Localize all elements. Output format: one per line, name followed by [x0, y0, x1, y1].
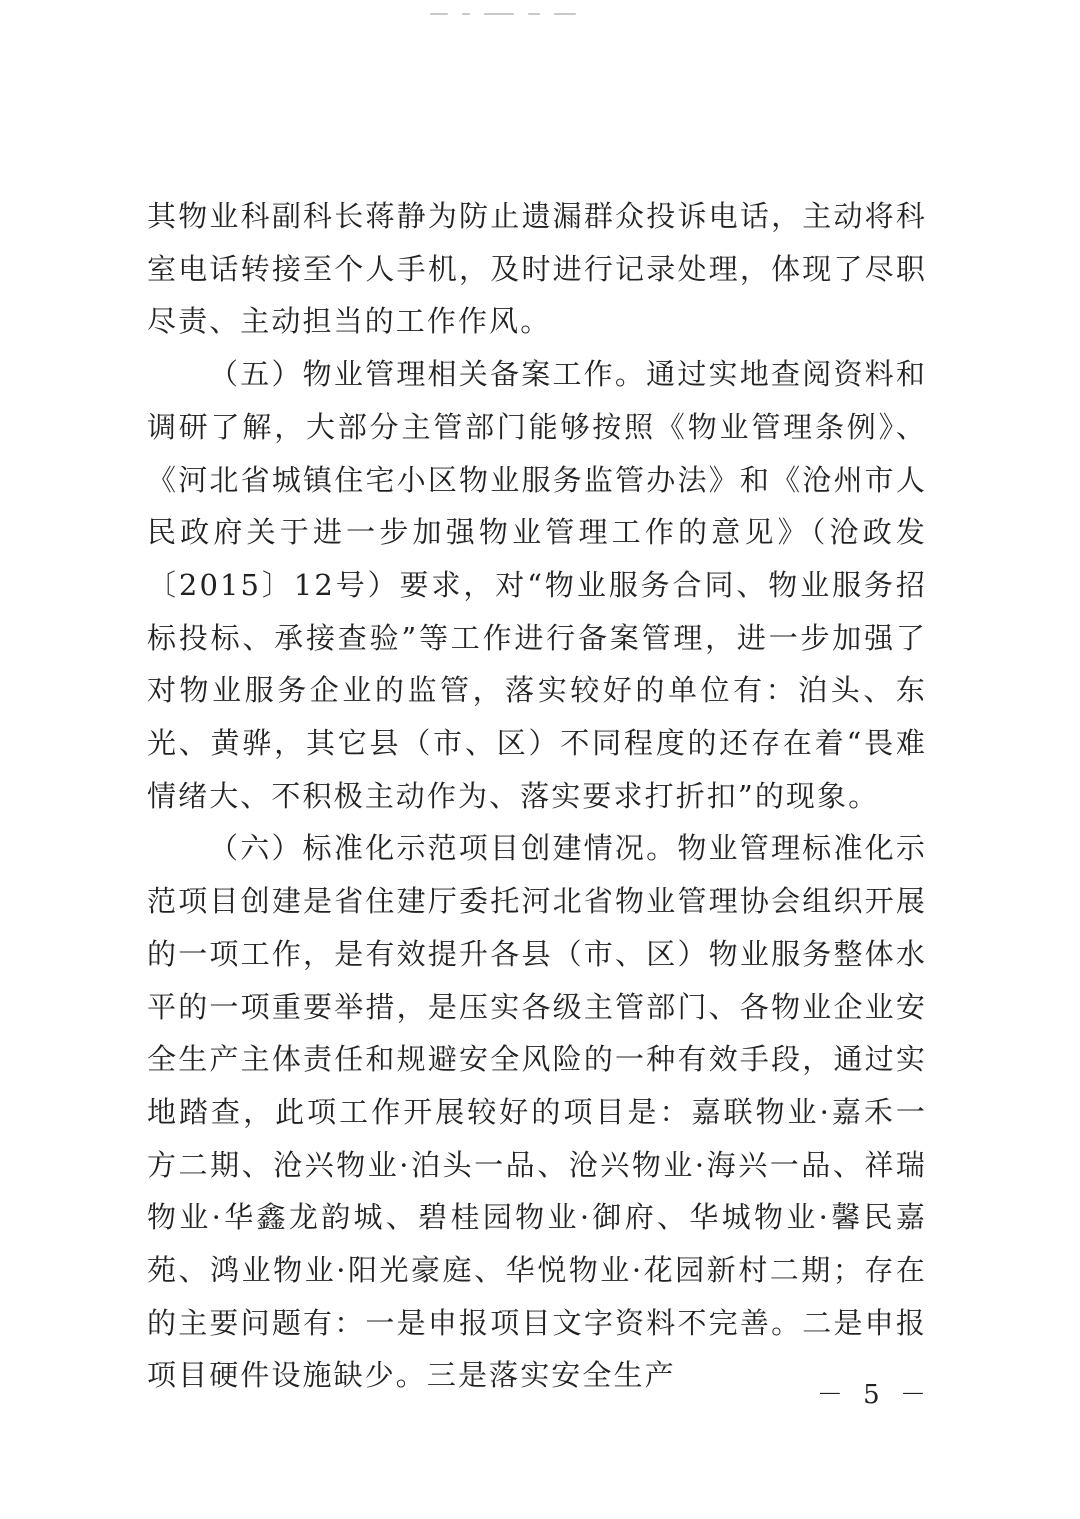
page-number: － 5 － — [816, 1380, 932, 1410]
paragraph-continuation: 其物业科副科长蒋静为防止遗漏群众投诉电话，主动将科室电话转接至个人手机，及时进行记录处理，体现了尽职尽责、主动担当的工作作风。 — [147, 199, 927, 339]
scan-artifact — [430, 8, 640, 20]
document-body — [147, 190, 927, 1402]
paragraph-section-six: （六）标准化示范项目创建情况。物业管理标准化示范项目创建是省住建厅委托河北省物业管理协会组织开展的一项工作，是有效提升各县（市、区）物业服务整体水平的一项重要举措，是压实各级主管部门、各物业企业安全生产主体责任和规避安全风险的一种有效手段，通过实地踏查，此项工作开展较好的项目是：嘉联物业·嘉禾一方二期、沧兴物业·泊头一品、沧兴物业·海兴一品、祥瑞物业·华鑫龙韵城、碧桂园物业·御府、华城物业·馨民嘉苑、鸿业物业·阳光豪庭、华悦物业·花园新村二期；存在的主要问题有：一是申报项目文字资料不完善。二是申报项目硬件设施缺少。三是落实安全生产 — [147, 831, 927, 1393]
paragraph-section-five: （五）物业管理相关备案工作。通过实地查阅资料和调研了解，大部分主管部门能够按照《物业管理条例》、《河北省城镇住宅小区物业服务监管办法》和《沧州市人民政府关于进一步加强物业管理工作的意见》（沧政发〔2015〕12号）要求，对“物业服务合同、物业服务招标投标、承接查验”等工作进行备案管理，进一步加强了对物业服务企业的监管，落实较好的单位有：泊头、东光、黄骅，其它县（市、区）不同程度的还存在着“畏难情绪大、不积极主动作为、落实要求打折扣”的现象。 — [147, 357, 927, 813]
